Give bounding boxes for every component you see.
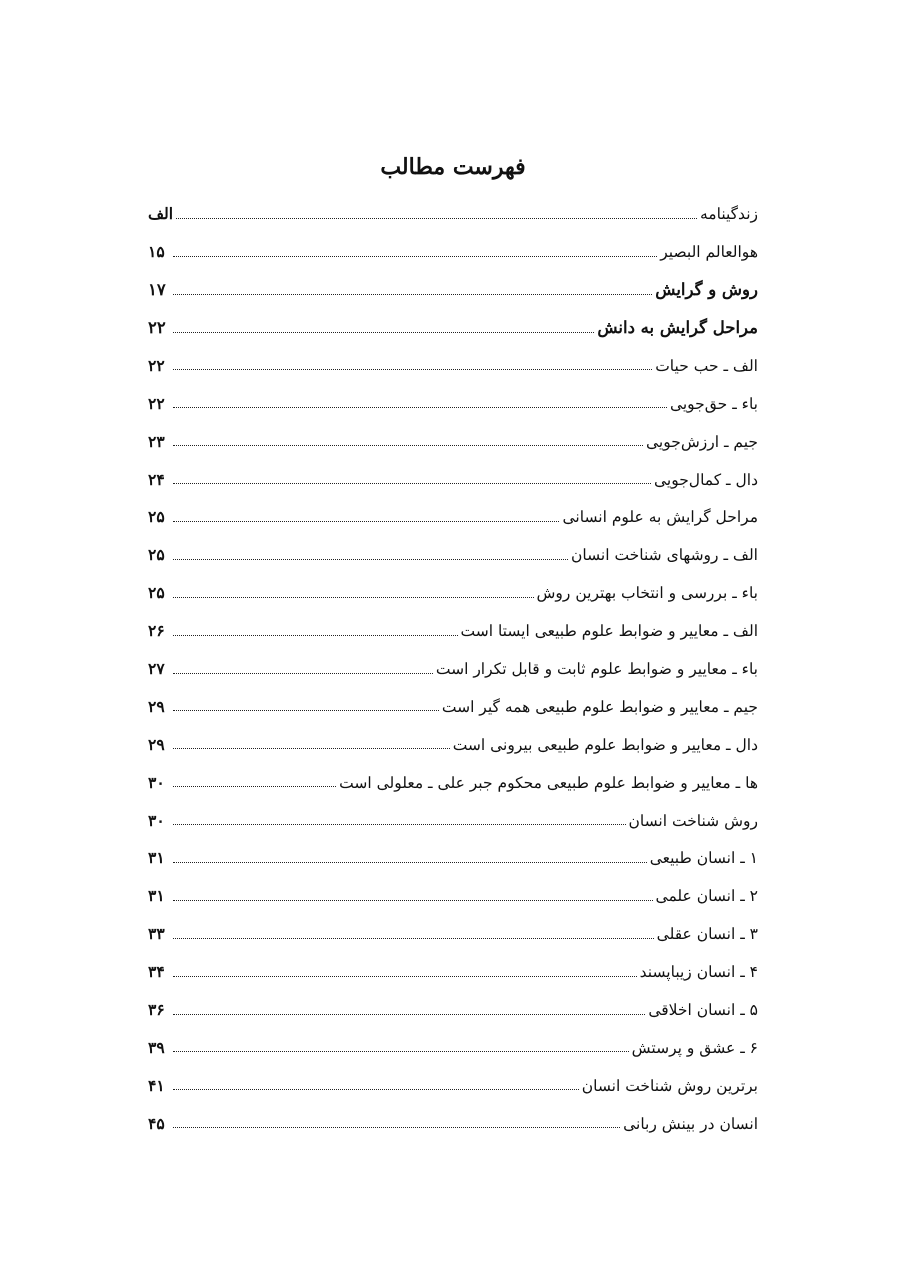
dot-leader: [173, 748, 450, 749]
toc-entry-page-number: ۲۹: [148, 734, 165, 754]
dot-leader: [173, 521, 559, 522]
toc-entry-page-number: ۳۹: [148, 1037, 165, 1057]
table-of-contents-page: [148, 148, 758, 1133]
dot-leader: [173, 256, 657, 257]
dot-leader: [173, 597, 534, 598]
toc-entry-page-number: ۲۵: [148, 545, 165, 565]
dot-leader: [173, 824, 626, 825]
dot-leader: [173, 635, 458, 636]
toc-entry-title: برترین روش شناخت انسان: [581, 1076, 758, 1095]
toc-entry-title: دال ـ معایير و ضوابط علوم طبیعی بیرونی است: [452, 735, 758, 754]
toc-entry-page-number: ۱۵: [148, 242, 165, 262]
toc-entry-title: زندگینامه: [699, 205, 758, 224]
toc-entry-page-number: الف: [148, 204, 174, 224]
dot-leader: [173, 559, 568, 560]
dot-leader: [173, 786, 336, 787]
toc-entry-page-number: ۴۱: [148, 1075, 165, 1095]
toc-entry-page-number: ۳۶: [148, 1000, 165, 1019]
dot-leader: [173, 483, 651, 484]
toc-entry-title: ۲ ـ انسان علمی: [655, 887, 758, 906]
toc-entry-page-number: ۳۰: [148, 810, 165, 830]
toc-entry-title: ۴ ـ انسان زیباپسند: [639, 963, 758, 982]
toc-entry-page-number: ۳۱: [148, 886, 165, 906]
toc-entry-title: ۳ ـ انسان عقلی: [656, 925, 758, 944]
toc-entry-title: باء ـ حق‌جویی: [669, 394, 758, 413]
toc-entry-page-number: ۱۷: [148, 279, 166, 299]
toc-entry: [148, 1020, 758, 1058]
toc-entry: [148, 944, 758, 982]
toc-entry: [148, 716, 758, 754]
toc-entry-page-number: ۲۶: [148, 621, 165, 641]
toc-entry-page-number: ۳۰: [148, 772, 165, 792]
toc-entry-title: مراحل گرایش به دانش: [597, 317, 758, 337]
toc-entry-title: باء ـ معایير و ضوابط علوم ثابت و قابل تکرار است: [435, 659, 758, 678]
toc-entry: [148, 489, 758, 527]
toc-entry-title: الف ـ معایير و ضوابط علوم طبیعی ایستا است: [460, 622, 758, 641]
toc-entry-page-number: ۳۳: [148, 924, 165, 944]
toc-entry-page-number: ۳۴: [148, 962, 165, 982]
page-title: فهرست مطالب: [380, 154, 526, 180]
toc-entry-title: جیم ـ معایير و ضوابط علوم طبیعی همه گیر است: [441, 697, 758, 716]
toc-entry-page-number: ۲۵: [148, 507, 165, 527]
dot-leader: [173, 369, 652, 370]
toc-entry-title: ۵ ـ انسان اخلاقی: [648, 1001, 758, 1019]
toc-entry-title: مراحل گرایش به علوم انسانی: [562, 508, 758, 527]
dot-leader: [173, 938, 654, 939]
toc-entry-title: دال ـ کمال‌جویی: [653, 470, 758, 489]
dot-leader: [173, 294, 652, 295]
toc-entry: [148, 603, 758, 641]
dot-leader: [173, 332, 594, 333]
toc-entry-title: الف ـ روشهای شناخت انسان: [570, 546, 758, 565]
toc-entry: [148, 754, 758, 792]
toc-entry-page-number: ۲۴: [148, 469, 165, 489]
toc-entry: [148, 300, 758, 338]
toc-entry: [148, 186, 758, 224]
toc-entry-page-number: ۳۱: [148, 848, 165, 868]
toc-entry: [148, 679, 758, 717]
toc-entry: [148, 565, 758, 603]
toc-entry: [148, 1057, 758, 1095]
dot-leader: [173, 1089, 579, 1090]
toc-entry-title: روش و گرایش: [655, 279, 758, 299]
toc-entry-page-number: ۲۳: [148, 431, 165, 451]
toc-entry-title: الف ـ حب حیات: [655, 356, 758, 375]
toc-entry: [148, 224, 758, 262]
toc-entry: [148, 413, 758, 451]
toc-list: [148, 186, 758, 1133]
toc-entry-page-number: ۲۲: [148, 355, 165, 375]
dot-leader: [173, 407, 667, 408]
toc-entry-title: ها ـ معایير و ضوابط علوم طبیعی محکوم جبر علی ـ معلولی است: [339, 773, 758, 792]
toc-entry: [148, 527, 758, 565]
toc-entry-page-number: ۴۵: [148, 1113, 165, 1133]
toc-entry-page-number: ۲۲: [148, 317, 166, 337]
toc-entry-page-number: ۲۷: [148, 658, 165, 678]
toc-entry-title: ۶ ـ عشق و پرستش: [631, 1038, 758, 1057]
toc-entry: [148, 641, 758, 679]
toc-entry-page-number: ۲۲: [148, 393, 165, 413]
toc-entry: [148, 451, 758, 489]
dot-leader: [173, 710, 439, 711]
toc-entry: [148, 1095, 758, 1133]
toc-entry-title: باء ـ بررسی و انتخاب بهترین روش: [536, 584, 758, 603]
toc-entry: [148, 906, 758, 944]
toc-entry: [148, 262, 758, 300]
dot-leader: [173, 862, 647, 863]
toc-entry-page-number: ۲۵: [148, 583, 165, 603]
toc-entry-title: جیم ـ ارزش‌جویی: [646, 432, 758, 451]
dot-leader: [173, 445, 643, 446]
toc-entry: [148, 982, 758, 1020]
toc-entry: [148, 792, 758, 830]
toc-entry: [148, 375, 758, 413]
dot-leader: [173, 673, 433, 674]
toc-entry-page-number: ۲۹: [148, 696, 165, 716]
dot-leader: [173, 1127, 620, 1128]
dot-leader: [173, 976, 637, 977]
toc-entry-title: ۱ ـ انسان طبیعی: [649, 849, 758, 868]
dot-leader: [173, 1014, 645, 1015]
dot-leader: [173, 1051, 629, 1052]
toc-entry-title: روش شناخت انسان: [628, 811, 758, 830]
dot-leader: [176, 218, 697, 219]
toc-entry: [148, 830, 758, 868]
toc-entry-title: انسان در بینش ربانی: [623, 1114, 758, 1133]
toc-entry: [148, 868, 758, 906]
dot-leader: [173, 900, 653, 901]
toc-entry: [148, 338, 758, 376]
toc-entry-title: هوالعالم البصیر: [660, 243, 758, 262]
